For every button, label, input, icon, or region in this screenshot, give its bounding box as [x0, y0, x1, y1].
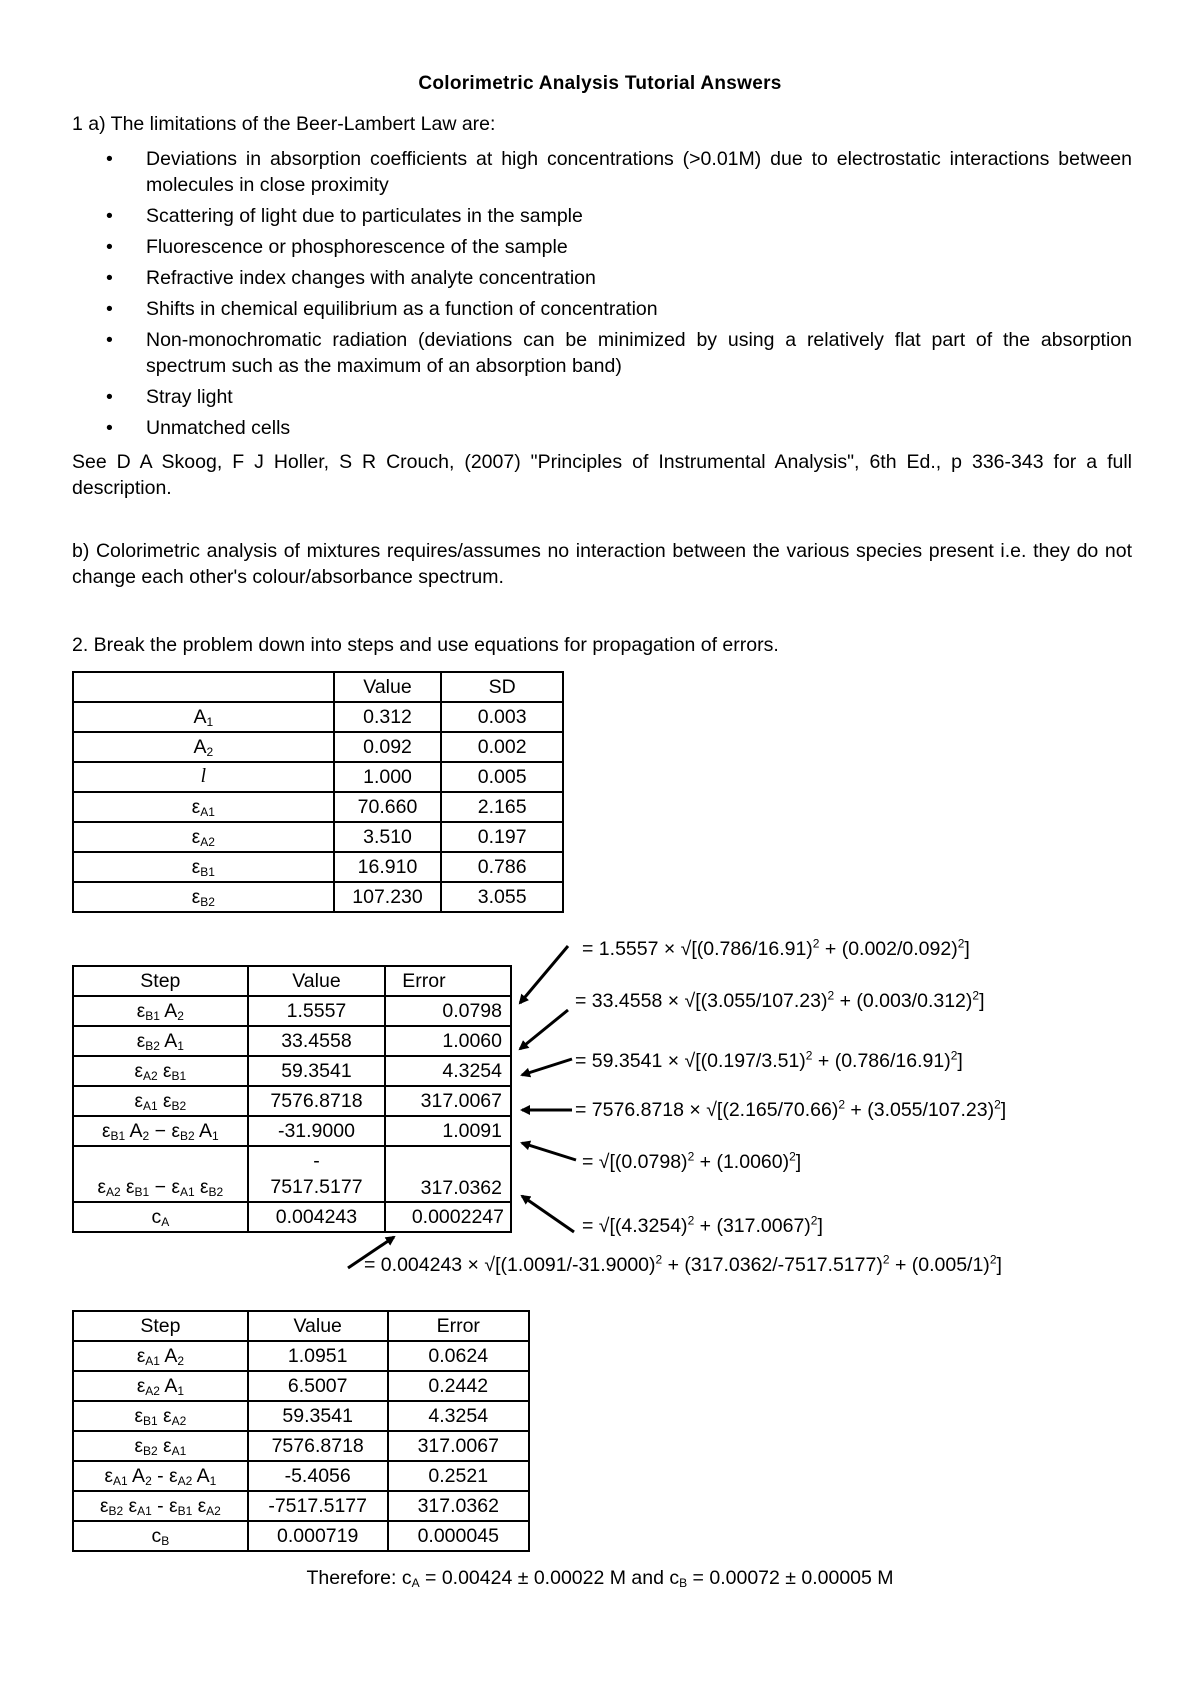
list-item-text: Scattering of light due to particulates in the sample	[146, 205, 583, 227]
value-cell: -5.4056	[248, 1461, 388, 1491]
error-cell: 4.3254	[388, 1401, 530, 1431]
value-cell: 7576.8718	[248, 1086, 386, 1116]
step-cell: $\varepsilon_{B1}$ $A_2 - \varepsilon_{B2}$ $A_1$	[73, 1116, 248, 1146]
value-cell: 33.4558	[248, 1026, 386, 1056]
list-item-text: Stray light	[146, 386, 233, 408]
symbol-cell: $\varepsilon_{B1}$	[73, 852, 334, 882]
value-cell: 107.230	[334, 882, 442, 912]
error-cell: 1.0060	[385, 1026, 511, 1056]
bullet-icon: •	[106, 267, 113, 289]
table-row	[73, 1491, 529, 1521]
page-title: Colorimetric Analysis Tutorial Answers	[418, 73, 782, 94]
step-cell: $\varepsilon_{A2}$ $A_1$	[73, 1371, 248, 1401]
sd-cell: 0.197	[441, 822, 563, 852]
list-item-text: Shifts in chemical equilibrium as a function of concentration	[146, 298, 658, 320]
arrow-icon	[520, 1010, 568, 1049]
step-cell: $\varepsilon_{B2}$ $A_1$	[73, 1026, 248, 1056]
value-cell: 59.3541	[248, 1056, 386, 1086]
reference-paragraph: See D A Skoog, F J Holler, S R Crouch, (2007) "Principles of Instrumental Analysis", 6th Ed., p 336-343 for a full description.	[72, 451, 1132, 499]
error-cell: 1.0091	[385, 1116, 511, 1146]
step-cell: $\varepsilon_{A2}$ $\varepsilon_{B1}$	[73, 1056, 248, 1086]
arrow-icon	[522, 1143, 576, 1160]
value-cell: 1.0951	[248, 1341, 388, 1371]
value-cell: 1.5557	[248, 996, 386, 1026]
bullet-icon: •	[106, 148, 113, 170]
value-line: 7517.5177	[270, 1176, 363, 1198]
error-cell: 0.2442	[388, 1371, 530, 1401]
arrow-icon	[520, 946, 568, 1003]
error-cell: 0.0798	[385, 996, 511, 1026]
sd-cell: 3.055	[441, 882, 563, 912]
value-cell: 0.004243	[248, 1202, 386, 1232]
q2-intro: 2. Break the problem down into steps and use equations for propagation of errors.	[72, 634, 779, 656]
formula-annotation: = $59.3541 \times √[(0.197/3.51)^2 + (0.786/16.91)^2]$	[575, 1048, 963, 1072]
value-cell: 3.510	[334, 822, 442, 852]
step-cell: $c_A$	[73, 1202, 248, 1232]
table-row	[73, 1341, 529, 1371]
symbol-cell: $A_1$	[73, 702, 334, 732]
step-cell: $\varepsilon_{B2}$ $\varepsilon_{A1} - \varepsilon_{B1}$ $\varepsilon_{A2}$	[73, 1491, 248, 1521]
step-cell: $\varepsilon_{A1}$ $\varepsilon_{B2}$	[73, 1086, 248, 1116]
table-row	[73, 1521, 529, 1551]
value-cell: 6.5007	[248, 1371, 388, 1401]
list-item-text: Unmatched cells	[146, 417, 291, 439]
arrow-icon	[522, 1196, 574, 1232]
error-cell: 4.3254	[385, 1056, 511, 1086]
table-header-row	[73, 1311, 529, 1341]
error-cell: 0.000045	[388, 1521, 530, 1551]
sd-cell: 0.005	[441, 762, 563, 792]
value-cell: -31.9000	[248, 1116, 386, 1146]
arrow-icon	[348, 1237, 394, 1268]
step-cell: $\varepsilon_{A2}$ $\varepsilon_{B1} - \varepsilon_{A1}$ $\varepsilon_{B2}$	[73, 1146, 248, 1202]
conclusion-line: Therefore: $c_A = 0.00424 \pm 0.00022$ M and $c_B = 0.00072 \pm 0.00005$ M	[306, 1567, 894, 1590]
table-row	[73, 1401, 529, 1431]
error-cell: 0.0002247	[385, 1202, 511, 1232]
table-row	[73, 1461, 529, 1491]
value-cell: 7576.8718	[248, 1431, 388, 1461]
value-cell: 70.660	[334, 792, 442, 822]
bullet-icon: •	[106, 417, 113, 439]
bullet-icon: •	[106, 298, 113, 320]
header-cell: Value	[334, 672, 442, 702]
value-cell: 0.312	[334, 702, 442, 732]
formula-annotation: = $√[(4.3254)^2 + (317.0067)^2]$	[582, 1213, 823, 1237]
header-cell: Value	[248, 966, 386, 996]
table-row	[73, 1431, 529, 1461]
value-line: -	[313, 1150, 320, 1172]
header-cell: Step	[73, 966, 248, 996]
formula-annotation: = $7576.8718 \times √[(2.165/70.66)^2 + (3.055/107.23)^2]$	[575, 1097, 1007, 1121]
value-cell: 59.3541	[248, 1401, 388, 1431]
error-cell: 317.0362	[385, 1146, 511, 1202]
formula-annotation: = $33.4558 \times √[(3.055/107.23)^2 + (0.003/0.312)^2]$	[575, 988, 985, 1012]
formula-annotation: = $1.5557 \times √[(0.786/16.91)^2 + (0.002/0.092)^2]$	[582, 936, 970, 960]
error-cell: 0.0624	[388, 1341, 530, 1371]
list-item-text: Refractive index changes with analyte concentration	[146, 267, 596, 289]
header-cell: SD	[441, 672, 563, 702]
error-cell: 0.2521	[388, 1461, 530, 1491]
value-cell: -7517.5177	[248, 1491, 388, 1521]
concentration-b-table	[72, 1310, 530, 1552]
formula-annotation: = $0.004243 \times √[(1.0091/-31.9000)^2 + (317.0362/-7517.5177)^2 + (0.005/1)^2]$	[364, 1252, 1002, 1276]
step-cell: $\varepsilon_{B2}$ $\varepsilon_{A1}$	[73, 1431, 248, 1461]
list-item-text: Deviations in absorption coefficients at high concentrations (>0.01M) due to electrostatic interactions between molecules in close proximity	[146, 148, 1132, 196]
value-cell: 0.092	[334, 732, 442, 762]
symbol-cell: $\varepsilon_{A2}$	[73, 822, 334, 852]
sd-cell: 2.165	[441, 792, 563, 822]
symbol-cell: $\varepsilon_{B2}$	[73, 882, 334, 912]
bullet-icon: •	[106, 236, 113, 258]
header-cell: Error	[385, 966, 511, 996]
sd-cell: 0.786	[441, 852, 563, 882]
step-cell: $\varepsilon_{B1}$ $A_2$	[73, 996, 248, 1026]
value-cell: 16.910	[334, 852, 442, 882]
error-cell: 317.0362	[388, 1491, 530, 1521]
arrow-icon	[522, 1059, 572, 1075]
sd-cell: 0.003	[441, 702, 563, 732]
table-row	[73, 1371, 529, 1401]
header-cell: Value	[248, 1311, 388, 1341]
value-cell: 1.000	[334, 762, 442, 792]
symbol-cell: $A_2$	[73, 732, 334, 762]
list-item-text: Fluorescence or phosphorescence of the sample	[146, 236, 568, 258]
symbol-cell: l	[73, 762, 334, 792]
step-cell: $\varepsilon_{B1}$ $\varepsilon_{A2}$	[73, 1401, 248, 1431]
sd-cell: 0.002	[441, 732, 563, 762]
header-cell: Error	[388, 1311, 530, 1341]
q1a-intro: 1 a) The limitations of the Beer-Lambert Law are:	[72, 113, 496, 135]
list-item-text: Non-monochromatic radiation (deviations can be minimized by using a relatively flat part of the absorption spectrum such as the maximum of an absorption band)	[146, 329, 1132, 377]
header-cell: Step	[73, 1311, 248, 1341]
error-cell: 317.0067	[388, 1431, 530, 1461]
bullet-icon: •	[106, 386, 113, 408]
step-cell: $\varepsilon_{A1}$ $A_2 - \varepsilon_{A2}$ $A_1$	[73, 1461, 248, 1491]
step-cell: $c_B$	[73, 1521, 248, 1551]
error-cell: 317.0067	[385, 1086, 511, 1116]
formula-annotation: = $√[(0.0798)^2 + (1.0060)^2]$	[582, 1149, 802, 1173]
bullet-icon: •	[106, 205, 113, 227]
bullet-icon: •	[106, 329, 113, 351]
value-cell: 0.000719	[248, 1521, 388, 1551]
q1b-paragraph: b) Colorimetric analysis of mixtures requires/assumes no interaction between the various species present i.e. they do not change each other's colour/absorbance spectrum.	[72, 540, 1132, 588]
step-cell: $\varepsilon_{A1}$ $A_2$	[73, 1341, 248, 1371]
symbol-cell: $\varepsilon_{A1}$	[73, 792, 334, 822]
